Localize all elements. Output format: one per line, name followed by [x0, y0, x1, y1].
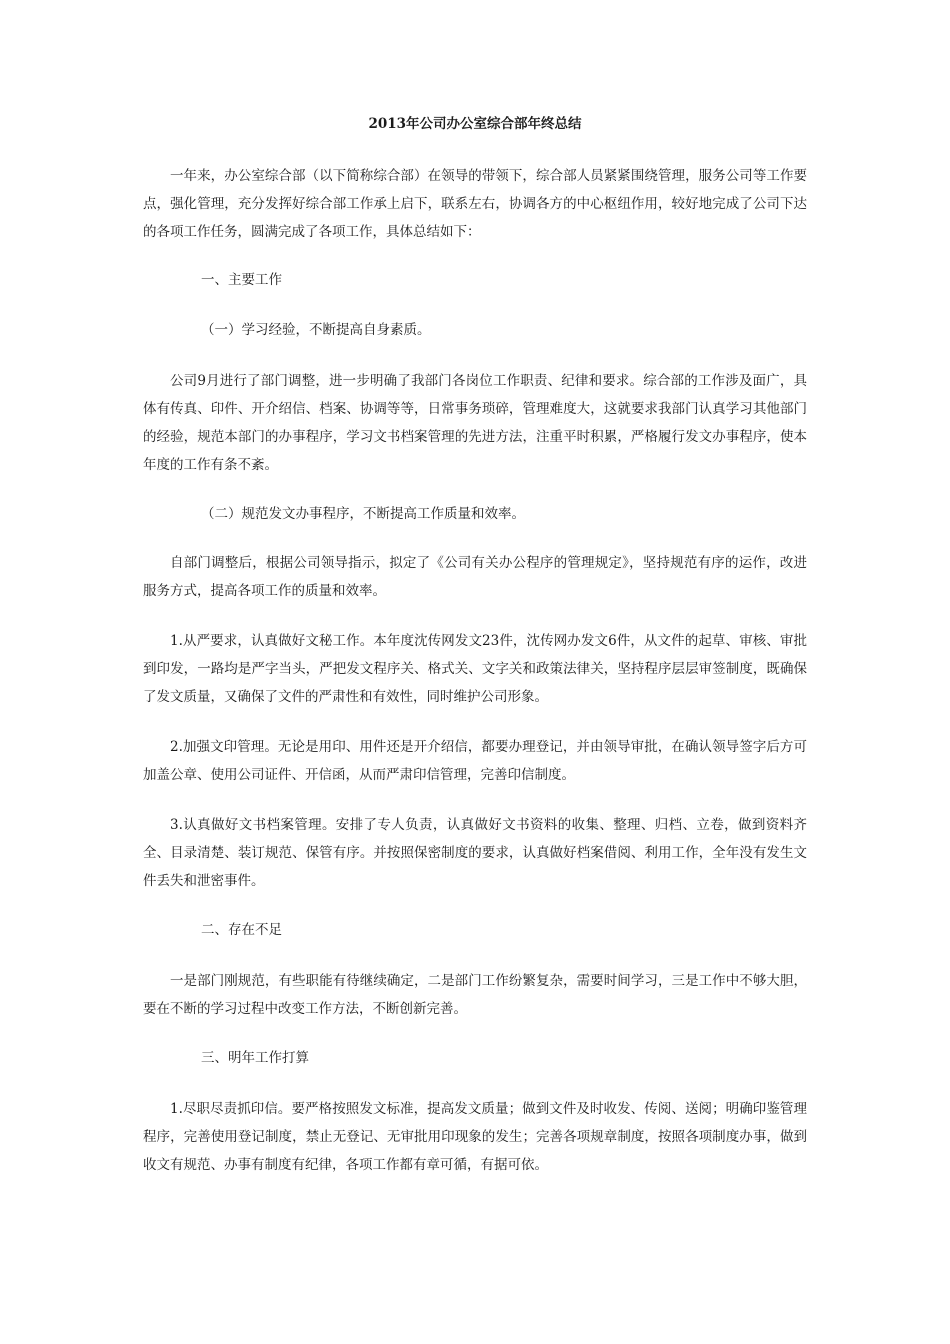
section-2-heading: 二、存在不足 [201, 922, 283, 938]
plan-item-1: 1.尽职尽责抓印信。要严格按照发文标准，提高发文质量；做到文件及时收发、传阅、送阅；明确印鉴管理程序，完善使用登记制度，禁止无登记、无审批用印现象的发生；完善各项规章制度，按照各项制度办事，做到收文有规范、办事有制度有纪律，各项工作都有章可循，有据可依。 [143, 1101, 807, 1173]
document-title: 2013年公司办公室综合部年终总结 [368, 116, 582, 132]
subsection-1-heading: （一）学习经验，不断提高自身素质。 [201, 322, 431, 338]
section-3-heading: 三、明年工作打算 [201, 1050, 310, 1066]
work-item-3: 3.认真做好文书档案管理。安排了专人负责，认真做好文书资料的收集、整理、归档、立卷，做到资料齐全、目录清楚、装订规范、保管有序。并按照保密制度的要求，认真做好档案借阅、利用工作，全年没有发生文件丢失和泄密事件。 [143, 817, 807, 889]
subsection-2-heading: （二）规范发文办事程序，不断提高工作质量和效率。 [201, 506, 526, 522]
section-1-heading: 一、主要工作 [201, 272, 283, 288]
section-2-body: 一是部门刚规范，有些职能有待继续确定，二是部门工作纷繁复杂，需要时间学习，三是工作中不够大胆，要在不断的学习过程中改变工作方法，不断创新完善。 [143, 973, 807, 1017]
subsection-1-body: 公司9月进行了部门调整，进一步明确了我部门各岗位工作职责、纪律和要求。综合部的工作涉及面广，具体有传真、印件、开介绍信、档案、协调等等，日常事务琐碎，管理难度大，这就要求我部门认真学习其他部门的经验，规范本部门的办事程序，学习文书档案管理的先进方法，注重平时积累，严格履行发文办事程序，使本年度的工作有条不紊。 [143, 373, 807, 473]
work-item-2: 2.加强文印管理。无论是用印、用件还是开介绍信，都要办理登记，并由领导审批，在确认领导签字后方可加盖公章、使用公司证件、开信函，从而严肃印信管理，完善印信制度。 [143, 739, 807, 783]
subsection-2-body: 自部门调整后，根据公司领导指示，拟定了《公司有关办公程序的管理规定》，坚持规范有序的运作，改进服务方式，提高各项工作的质量和效率。 [143, 555, 807, 599]
intro-paragraph: 一年来，办公室综合部（以下简称综合部）在领导的带领下，综合部人员紧紧围绕管理，服务公司等工作要点，强化管理，充分发挥好综合部工作承上启下，联系左右，协调各方的中心枢纽作用，较好地完成了公司下达的各项工作任务，圆满完成了各项工作，具体总结如下： [143, 168, 807, 240]
work-item-1: 1.从严要求，认真做好文秘工作。本年度沈传网发文23件，沈传网办发文6件，从文件的起草、审核、审批到印发，一路均是严字当头，严把发文程序关、格式关、文字关和政策法律关，坚持程序层层审签制度，既确保了发文质量，又确保了文件的严肃性和有效性，同时维护公司形象。 [143, 633, 807, 705]
